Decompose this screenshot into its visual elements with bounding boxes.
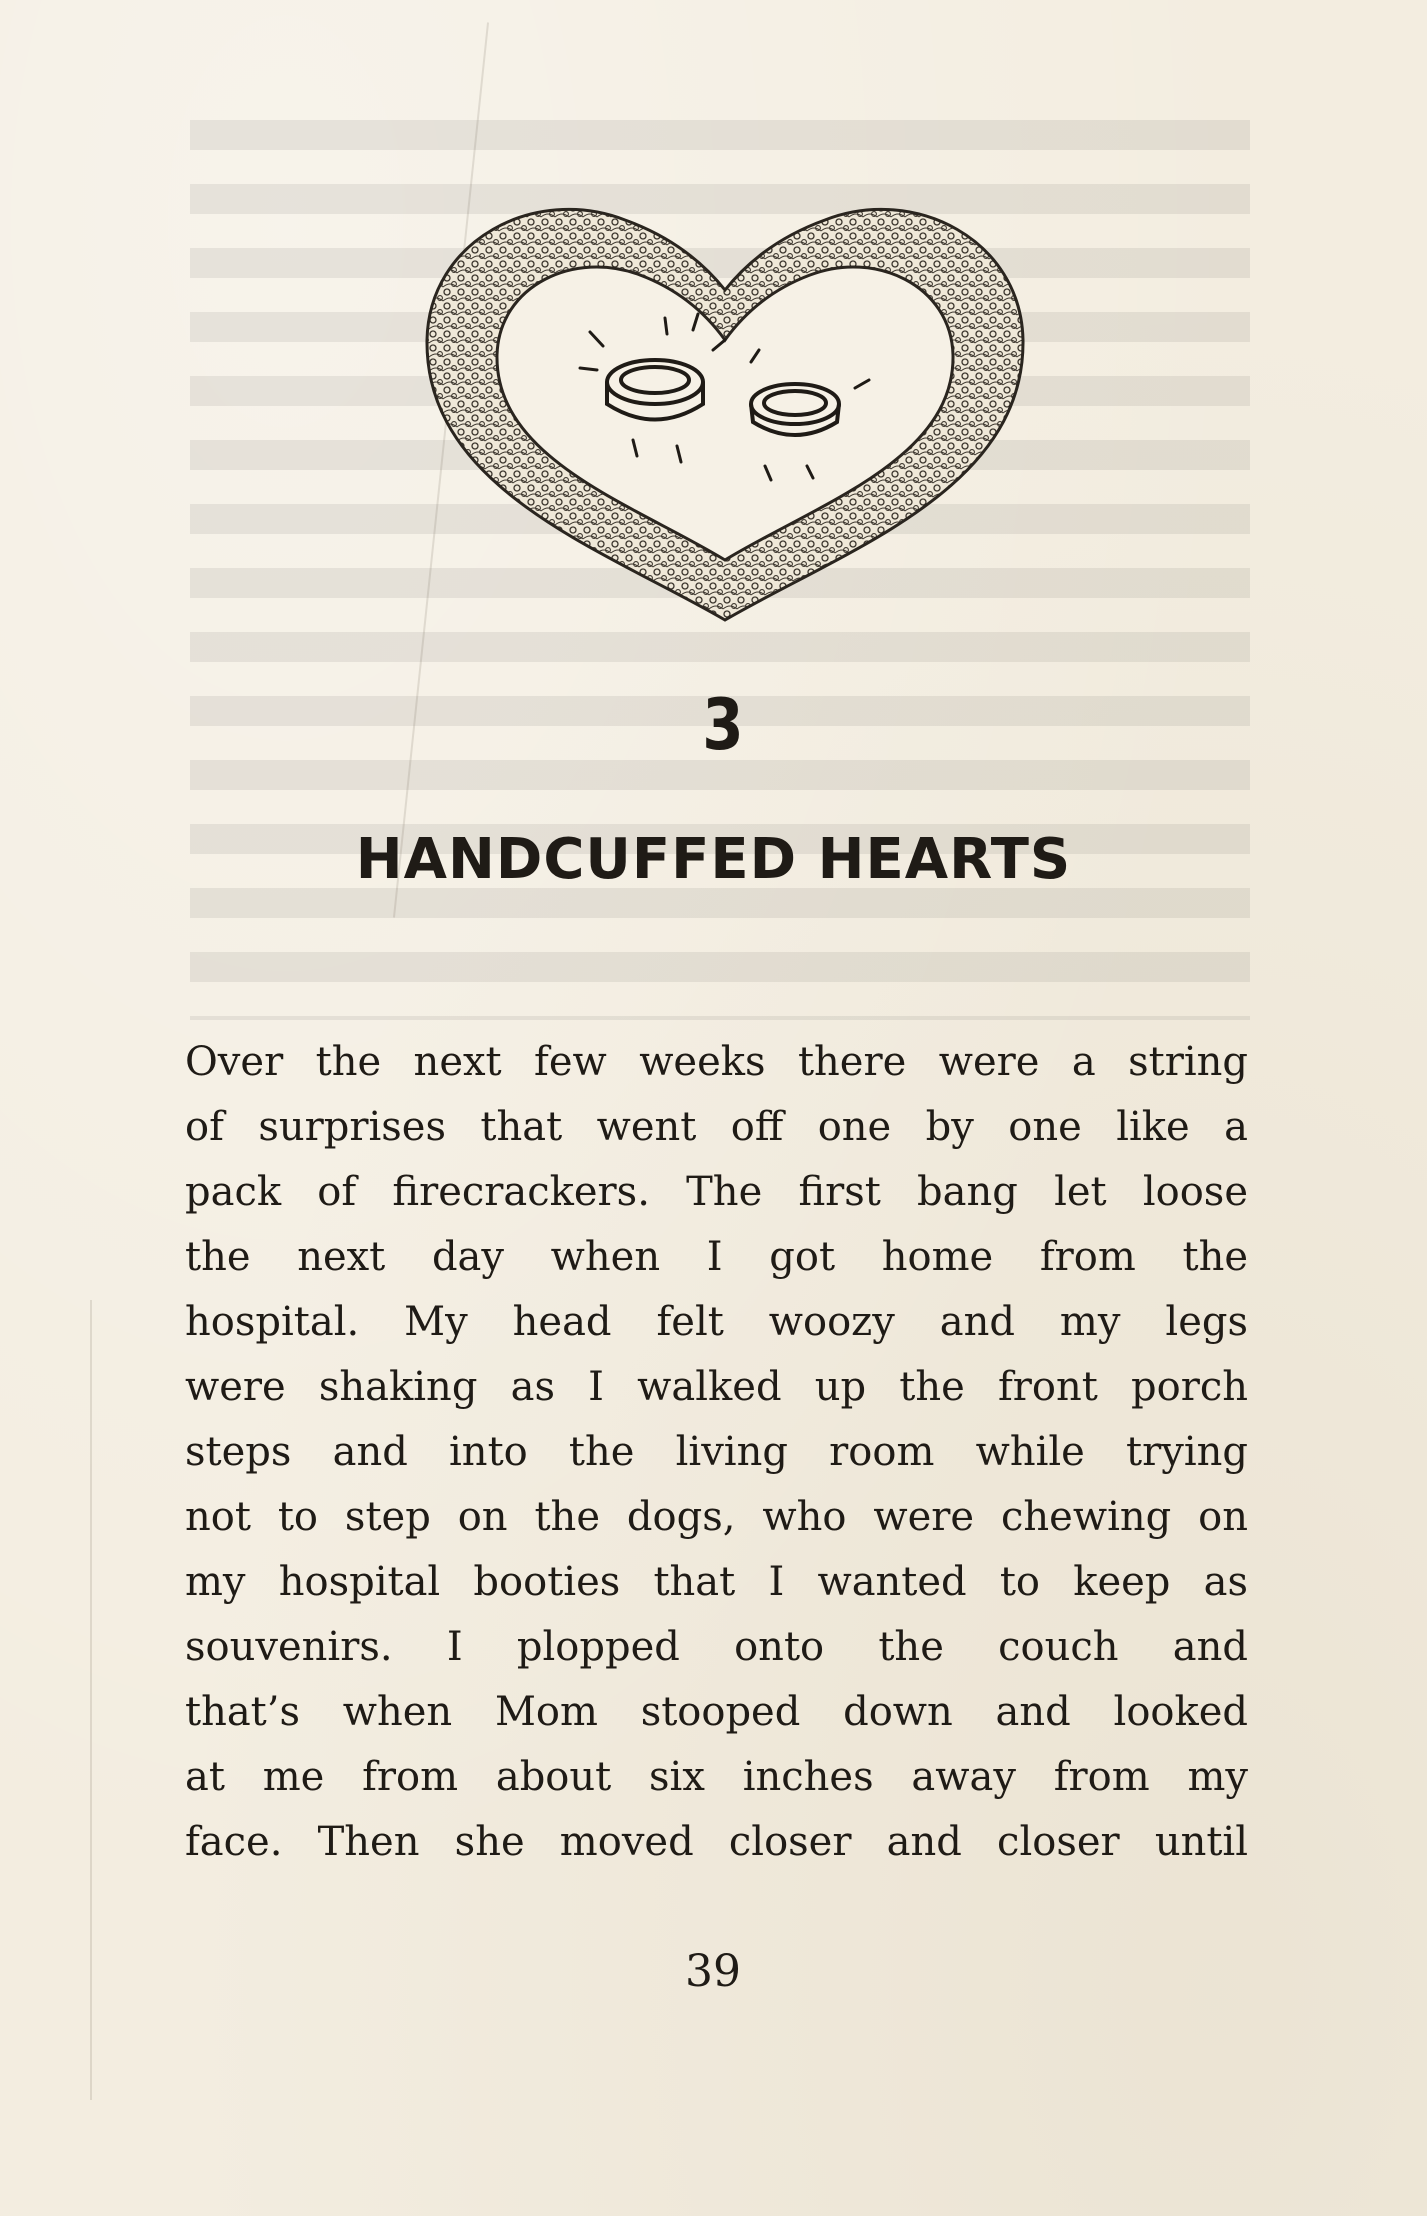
text-line: that’s when Mom stooped down and looked xyxy=(185,1689,1248,1735)
text-line: my hospital booties that I wanted to keep as xyxy=(185,1559,1248,1605)
text-line: steps and into the living room while trying xyxy=(185,1429,1248,1475)
chapter-number: 3 xyxy=(702,684,744,766)
text-line: of surprises that went off one by one like a xyxy=(185,1104,1248,1150)
page-crease xyxy=(90,1300,92,2100)
text-line: Over the next few weeks there were a string xyxy=(185,1039,1248,1085)
text-line: hospital. My head felt woozy and my legs xyxy=(185,1299,1248,1345)
text-line: face. Then she moved closer and closer until xyxy=(185,1819,1248,1865)
heart-with-rings-icon xyxy=(415,190,1035,630)
page-number: 39 xyxy=(685,1946,741,1997)
text-line: the next day when I got home from the xyxy=(185,1234,1248,1280)
chapter-title: HANDCUFFED HEARTS xyxy=(355,827,1072,892)
text-line: not to step on the dogs, who were chewing on xyxy=(185,1494,1248,1540)
text-line: pack of firecrackers. The first bang let loose xyxy=(185,1169,1248,1215)
body-paragraph xyxy=(185,1030,1248,1875)
text-line: at me from about six inches away from my xyxy=(185,1754,1248,1800)
text-line: souvenirs. I plopped onto the couch and xyxy=(185,1624,1248,1670)
text-line: were shaking as I walked up the front porch xyxy=(185,1364,1248,1410)
